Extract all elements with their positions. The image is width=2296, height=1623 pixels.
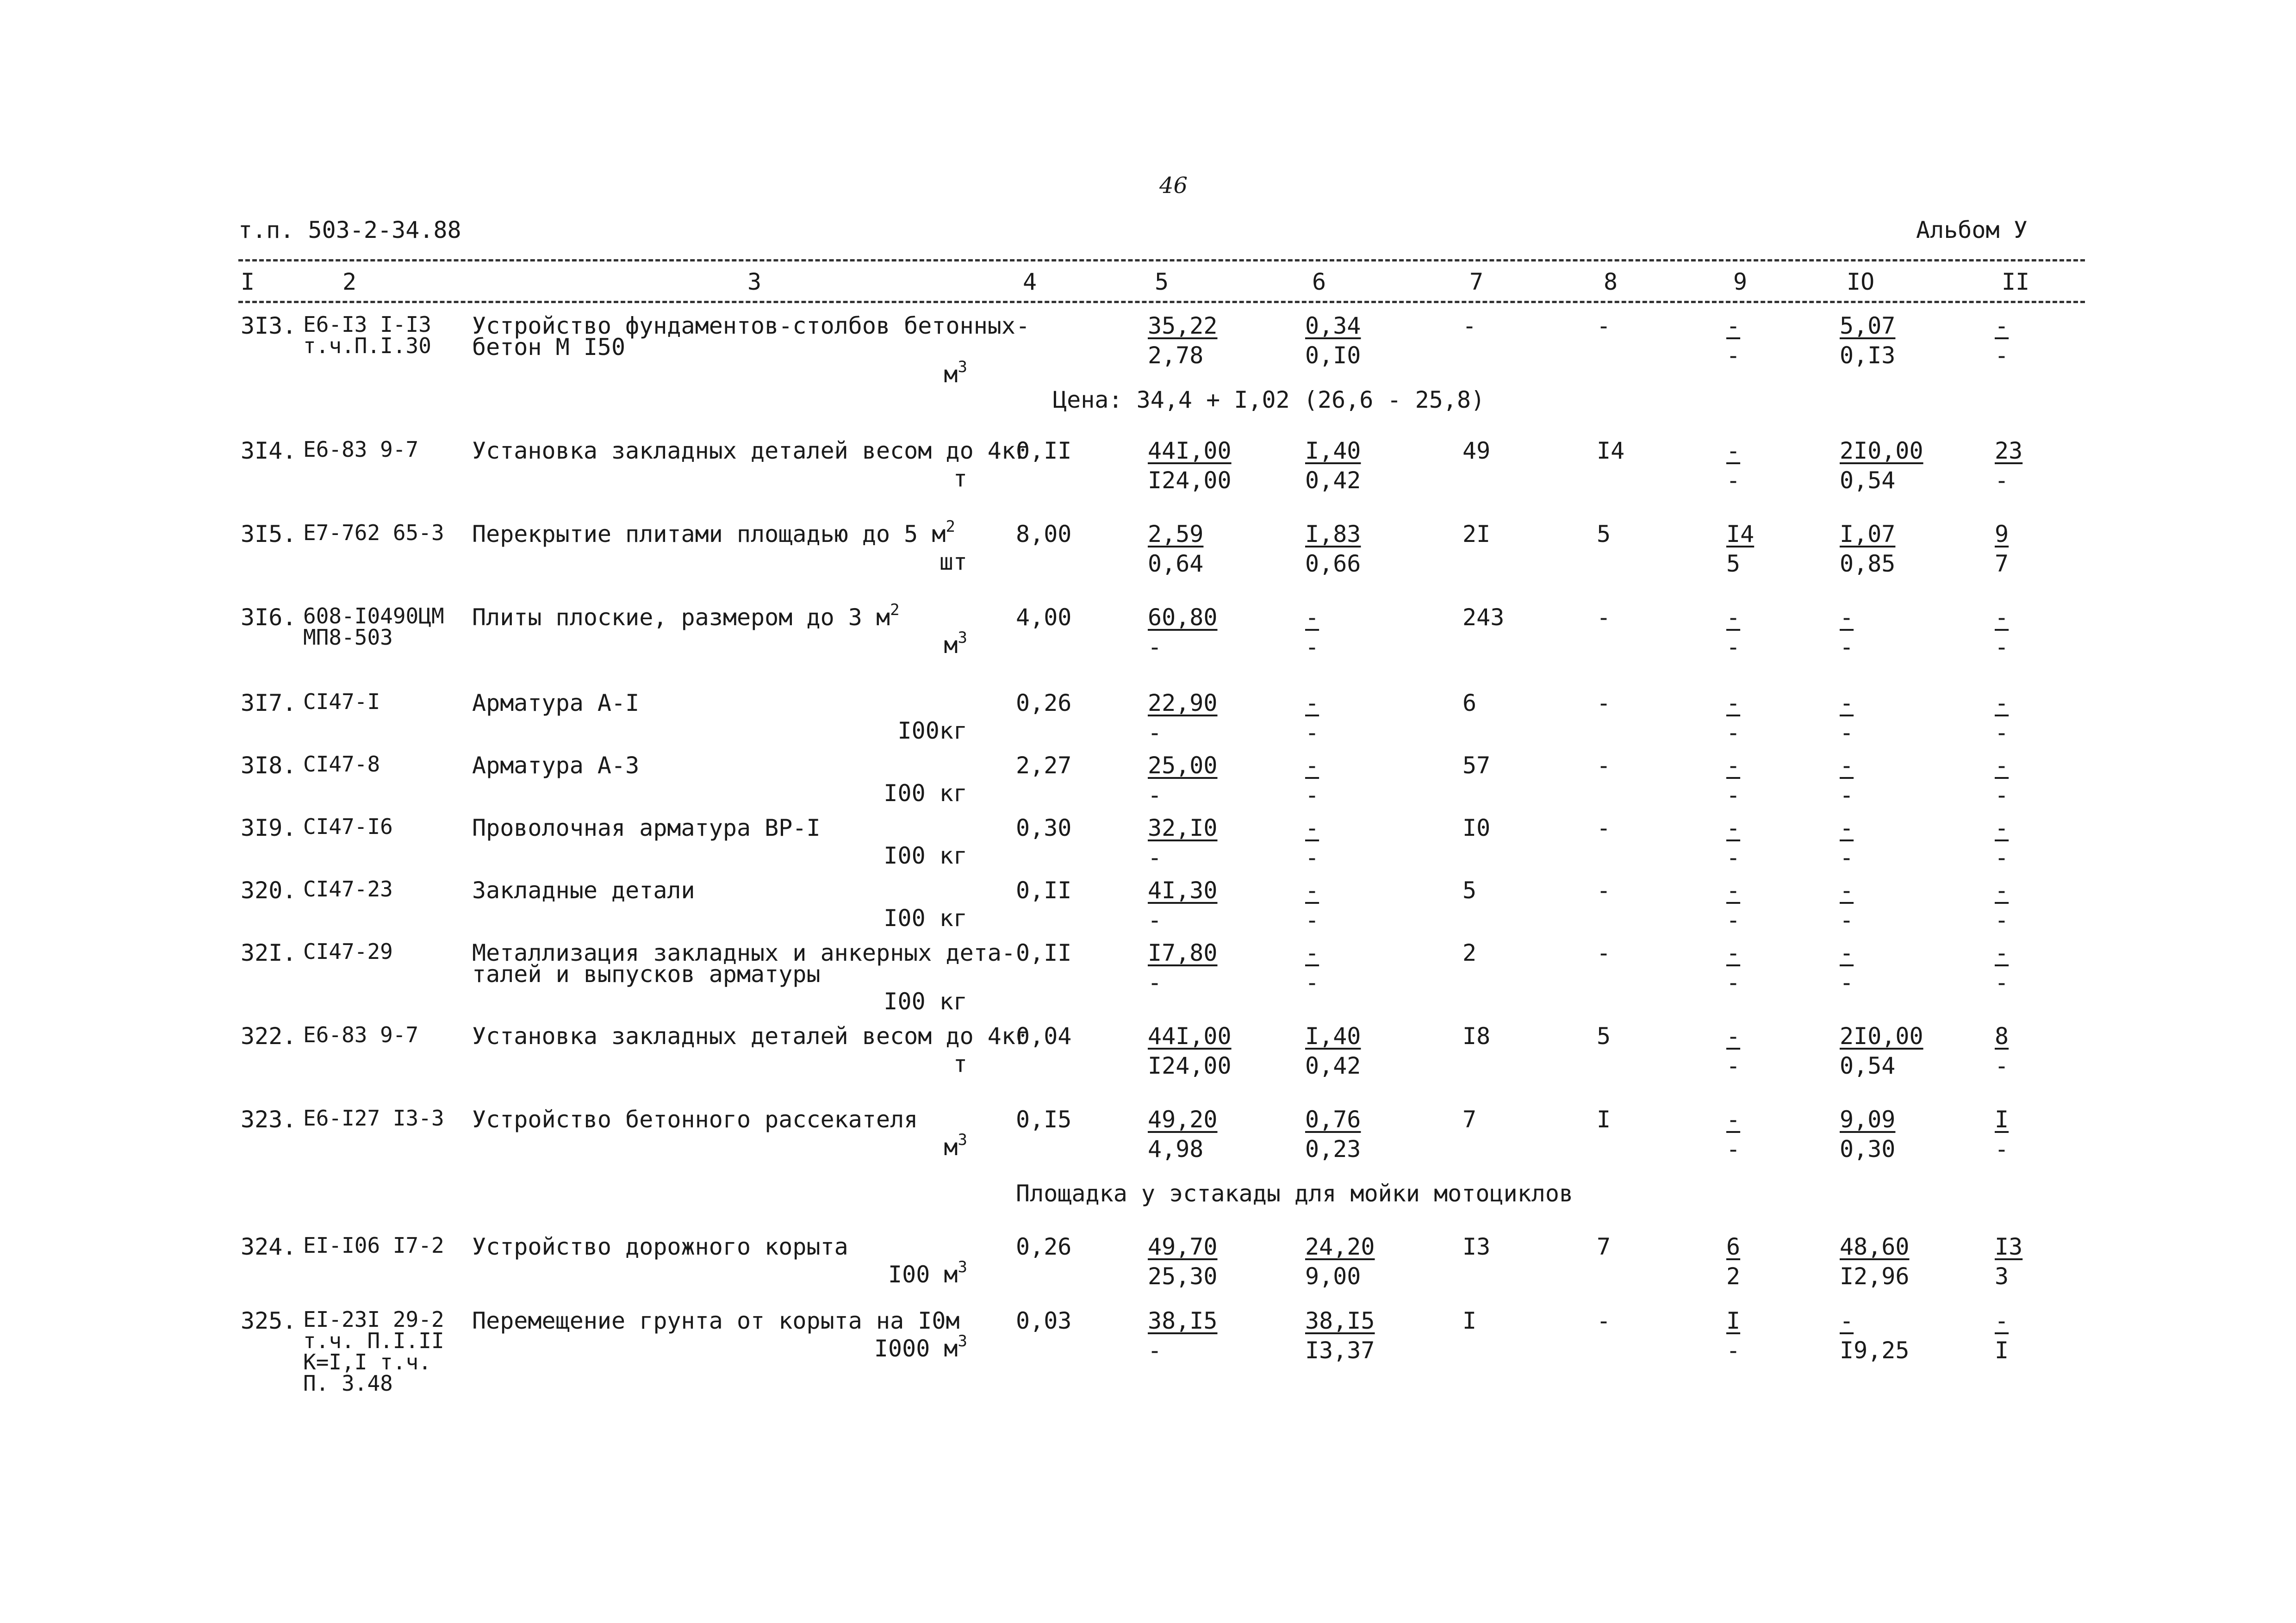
row-code: Е6-83 9-7 [303, 437, 419, 462]
cell-col8: I [1597, 1106, 1611, 1133]
cell-c6-top: - [1305, 604, 1319, 631]
row-number: 320. [241, 877, 297, 904]
row-unit [842, 628, 967, 659]
column-header-8: 8 [1604, 268, 1618, 295]
cell-c11-top: I3 [1995, 1233, 2023, 1260]
cell-col7: 6 [1462, 690, 1477, 716]
row-code: СI47-29 [303, 939, 393, 964]
cell-c9-bottom: 2 [1726, 1263, 1741, 1290]
cell-c5-top: 44I,00 [1148, 437, 1232, 464]
cell-c6-top: - [1305, 815, 1319, 841]
row-code: СI47-8 [303, 752, 380, 777]
unit-text: м [944, 1134, 958, 1161]
row-code: П. 3.48 [303, 1371, 393, 1396]
row-code: Е6-83 9-7 [303, 1022, 419, 1047]
cell-c11-top: - [1995, 939, 2009, 966]
cell-c6-bottom: - [1305, 844, 1319, 871]
cell-c10-bottom: - [1840, 782, 1854, 808]
row-code: СI47-I6 [303, 814, 393, 839]
cell-c11-top: I [1995, 1106, 2009, 1133]
row-unit [842, 1051, 967, 1077]
cell-c6-bottom: - [1305, 634, 1319, 660]
cell-col7: 57 [1462, 752, 1491, 779]
cell-c11-top: - [1995, 815, 2009, 841]
row-description: Устройство дорожного корыта [472, 1233, 848, 1260]
cell-c11-bottom: - [1995, 907, 2009, 933]
row-number: 3I5. [241, 521, 297, 547]
cell-c6-top: - [1305, 690, 1319, 716]
cell-c6-top: I,40 [1305, 1023, 1361, 1050]
cell-col7: I8 [1462, 1023, 1491, 1050]
cell-col7: 243 [1462, 604, 1505, 631]
row-unit [842, 905, 967, 932]
row-number: 323. [241, 1106, 297, 1133]
unit-text: I00 кг [884, 905, 967, 932]
cell-c11-bottom: - [1995, 969, 2009, 996]
cell-col8: 5 [1597, 521, 1611, 547]
cell-col8: - [1597, 1307, 1611, 1334]
cell-c11-top: - [1995, 690, 2009, 716]
cell-c6-top: I,83 [1305, 521, 1361, 547]
row-unit [842, 717, 967, 744]
row-description: Металлизация закладных и анкерных дета- [472, 939, 1015, 966]
cell-c10-bottom: 0,I3 [1840, 342, 1896, 369]
cell-col8: - [1597, 752, 1611, 779]
cell-c6-bottom: 0,66 [1305, 550, 1361, 577]
cell-c10-top: I,07 [1840, 521, 1896, 547]
cell-c5-bottom: - [1148, 719, 1162, 746]
cell-c11-bottom: - [1995, 1052, 2009, 1079]
cell-col7: 2 [1462, 939, 1477, 966]
cell-c6-bottom: 9,00 [1305, 1263, 1361, 1290]
cell-c9-bottom: - [1726, 844, 1741, 871]
row-description: Устройство фундаментов-столбов бетонных [472, 312, 1015, 339]
cell-c9-top: - [1726, 815, 1741, 841]
row-code: ЕI-23I 29-2 [303, 1307, 444, 1332]
cell-c6-top: 24,20 [1305, 1233, 1375, 1260]
column-header-4: 4 [1023, 268, 1037, 295]
cell-c5-top: 49,20 [1148, 1106, 1218, 1133]
unit-text: I00 кг [884, 988, 967, 1015]
cell-col4: 4,00 [1016, 604, 1072, 631]
cell-c11-bottom: - [1995, 342, 2009, 369]
cell-c5-bottom: - [1148, 1337, 1162, 1364]
cell-c5-bottom: 25,30 [1148, 1263, 1218, 1290]
unit-text: т [953, 1051, 967, 1077]
column-header-6: 6 [1312, 268, 1326, 295]
cell-col7: 7 [1462, 1106, 1477, 1133]
cell-c5-top: 4I,30 [1148, 877, 1218, 904]
cell-c11-bottom: - [1995, 719, 2009, 746]
cell-col4: 2,27 [1016, 752, 1072, 779]
cell-c10-bottom: I2,96 [1840, 1263, 1910, 1290]
cell-col8: 7 [1597, 1233, 1611, 1260]
superscript: 3 [958, 358, 967, 376]
cell-col4: 0,04 [1016, 1023, 1072, 1050]
cell-c10-bottom: - [1840, 634, 1854, 660]
cell-c10-top: 9,09 [1840, 1106, 1896, 1133]
cell-c11-top: 9 [1995, 521, 2009, 547]
cell-c9-top: 6 [1726, 1233, 1741, 1260]
cell-c5-bottom: - [1148, 634, 1162, 660]
section-title: Площадка у эстакады для мойки мотоциклов [1016, 1180, 1574, 1207]
cell-c10-top: - [1840, 877, 1854, 904]
cell-c10-bottom: - [1840, 907, 1854, 933]
cell-col4: 0,I5 [1016, 1106, 1072, 1133]
cell-c6-top: - [1305, 752, 1319, 779]
cell-c11-top: - [1995, 752, 2009, 779]
cell-c9-bottom: - [1726, 634, 1741, 660]
cell-c10-top: - [1840, 604, 1854, 631]
cell-c9-bottom: - [1726, 1052, 1741, 1079]
cell-col7: 5 [1462, 877, 1477, 904]
cell-c6-bottom: - [1305, 907, 1319, 933]
cell-c5-bottom: - [1148, 907, 1162, 933]
row-code: СI47-I [303, 689, 380, 714]
cell-c10-top: - [1840, 815, 1854, 841]
cell-c11-bottom: 7 [1995, 550, 2009, 577]
unit-text: I00кг [897, 717, 967, 744]
cell-col7: I [1462, 1307, 1477, 1334]
cell-c5-top: 49,70 [1148, 1233, 1218, 1260]
row-description: Установка закладных деталей весом до 4кг [472, 1023, 1030, 1050]
row-description: Закладные детали [472, 877, 695, 904]
cell-c11-bottom: I [1995, 1337, 2009, 1364]
cell-c6-top: - [1305, 877, 1319, 904]
unit-text: т [953, 465, 967, 492]
superscript: 3 [958, 1332, 967, 1350]
cell-c5-top: 38,I5 [1148, 1307, 1218, 1334]
unit-text: I00 кг [884, 842, 967, 869]
cell-c9-top: I [1726, 1307, 1741, 1334]
cell-c5-bottom: I24,00 [1148, 467, 1232, 494]
cell-c10-top: 5,07 [1840, 312, 1896, 339]
column-header-10: IO [1847, 268, 1875, 295]
column-header-7: 7 [1469, 268, 1484, 295]
row-code: МП8-503 [303, 625, 393, 650]
superscript: 3 [958, 1258, 967, 1276]
cell-c6-bottom: - [1305, 969, 1319, 996]
cell-c9-top: - [1726, 604, 1741, 631]
cell-c11-bottom: 3 [1995, 1263, 2009, 1290]
cell-c10-top: - [1840, 752, 1854, 779]
cell-c10-bottom: - [1840, 844, 1854, 871]
row-unit [842, 1258, 967, 1288]
row-number: 3I4. [241, 437, 297, 464]
cell-c5-top: 22,90 [1148, 690, 1218, 716]
cell-c6-bottom: - [1305, 719, 1319, 746]
cell-c6-top: 0,34 [1305, 312, 1361, 339]
cell-c9-bottom: - [1726, 907, 1741, 933]
cell-col4: 0,II [1016, 877, 1072, 904]
cell-c5-top: 60,80 [1148, 604, 1218, 631]
cell-c10-top: - [1840, 690, 1854, 716]
cell-c9-bottom: - [1726, 782, 1741, 808]
cell-c9-bottom: - [1726, 467, 1741, 494]
cell-c10-top: - [1840, 939, 1854, 966]
album-label: Альбом У [1916, 217, 2028, 243]
price-note: Цена: 34,4 + I,02 (26,6 - 25,8) [1053, 386, 1485, 413]
cell-col4: 0,II [1016, 437, 1072, 464]
row-number: 324. [241, 1233, 297, 1260]
cell-c5-top: 32,I0 [1148, 815, 1218, 841]
cell-c9-top: I4 [1726, 521, 1755, 547]
row-number: 3I9. [241, 815, 297, 841]
cell-c10-bottom: 0,54 [1840, 467, 1896, 494]
row-description: Плиты плоские, размером до 3 $м^2$ [472, 601, 900, 631]
row-description: Проволочная арматура ВР-I [472, 815, 821, 841]
superscript: 3 [958, 1131, 967, 1149]
row-code: СI47-23 [303, 877, 393, 902]
cell-col8: 5 [1597, 1023, 1611, 1050]
cell-col8: - [1597, 312, 1611, 339]
cell-col7: I3 [1462, 1233, 1491, 1260]
cell-c11-top: - [1995, 312, 2009, 339]
superscript: 3 [958, 628, 967, 647]
cell-c9-top: - [1726, 752, 1741, 779]
cell-col7: 2I [1462, 521, 1491, 547]
cell-c6-bottom: 0,42 [1305, 1052, 1361, 1079]
row-description: бетон М I50 [472, 334, 626, 361]
cell-c6-bottom: 0,42 [1305, 467, 1361, 494]
row-unit [842, 988, 967, 1015]
row-unit [842, 465, 967, 492]
cell-c5-top: 25,00 [1148, 752, 1218, 779]
cell-c9-bottom: - [1726, 1337, 1741, 1364]
cell-c6-top: - [1305, 939, 1319, 966]
cell-c10-bottom: - [1840, 719, 1854, 746]
row-unit [842, 842, 967, 869]
cell-c9-bottom: - [1726, 1136, 1741, 1163]
row-code: т.ч.П.I.30 [303, 333, 431, 358]
row-code: К=I,I т.ч. [303, 1349, 431, 1374]
unit-text: м [944, 632, 958, 659]
row-number: 3I6. [241, 604, 297, 631]
cell-c9-top: - [1726, 877, 1741, 904]
cell-c5-bottom: 0,64 [1148, 550, 1204, 577]
row-unit [842, 548, 967, 575]
row-number: 32I. [241, 939, 297, 966]
cell-c11-bottom: - [1995, 844, 2009, 871]
cell-c6-bottom: - [1305, 782, 1319, 808]
cell-col7: 49 [1462, 437, 1491, 464]
cell-c11-bottom: - [1995, 467, 2009, 494]
header-rule-bottom [238, 301, 2085, 303]
row-unit [842, 780, 967, 807]
cell-c11-bottom: - [1995, 634, 2009, 660]
row-description: Установка закладных деталей весом до 4кг [472, 437, 1030, 464]
cell-c6-bottom: I3,37 [1305, 1337, 1375, 1364]
row-unit [842, 1131, 967, 1161]
cell-c11-top: 23 [1995, 437, 2023, 464]
superscript: 2 [946, 517, 955, 536]
cell-c6-top: I,40 [1305, 437, 1361, 464]
column-header-5: 5 [1155, 268, 1169, 295]
cell-c10-bottom: 0,30 [1840, 1136, 1896, 1163]
unit-text: I00 м [888, 1261, 958, 1288]
row-code: т.ч. П.I.II [303, 1328, 444, 1353]
row-description: Арматура А-3 [472, 752, 640, 779]
row-unit [842, 358, 967, 388]
cell-c9-bottom: - [1726, 719, 1741, 746]
cell-c5-bottom: I24,00 [1148, 1052, 1232, 1079]
row-number: 3I3. [241, 312, 297, 339]
cell-c11-top: - [1995, 1307, 2009, 1334]
cell-c10-bottom: 0,54 [1840, 1052, 1896, 1079]
cell-c9-top: - [1726, 1023, 1741, 1050]
row-number: 3I8. [241, 752, 297, 779]
cell-c10-bottom: 0,85 [1840, 550, 1896, 577]
cell-c11-top: 8 [1995, 1023, 2009, 1050]
cell-c9-bottom: - [1726, 342, 1741, 369]
row-description: Перекрытие плитами площадью до 5 $м^2$ [472, 517, 955, 547]
cell-c6-bottom: 0,23 [1305, 1136, 1361, 1163]
cell-c5-top: 2,59 [1148, 521, 1204, 547]
cell-col7: - [1462, 312, 1477, 339]
cell-col8: - [1597, 815, 1611, 841]
cell-c11-top: - [1995, 604, 2009, 631]
cell-c9-top: - [1726, 939, 1741, 966]
column-header-11: II [2002, 268, 2030, 295]
cell-c9-top: - [1726, 312, 1741, 339]
cell-c5-bottom: - [1148, 782, 1162, 808]
row-code: Е6-I27 I3-3 [303, 1106, 444, 1131]
row-description: Устройство бетонного рассекателя [472, 1106, 918, 1133]
row-code: Е6-I3 I-I3 [303, 312, 431, 337]
cell-c9-top: - [1726, 1106, 1741, 1133]
cell-c10-top: 2I0,00 [1840, 437, 1923, 464]
row-code: 608-I0490ЦМ [303, 603, 444, 628]
row-code: Е7-762 65-3 [303, 520, 444, 545]
cell-c9-top: - [1726, 690, 1741, 716]
cell-c5-bottom: 2,78 [1148, 342, 1204, 369]
superscript: 2 [890, 601, 900, 619]
cell-c5-bottom: 4,98 [1148, 1136, 1204, 1163]
row-description: Арматура А-I [472, 690, 640, 716]
row-description: талей и выпусков арматуры [472, 961, 821, 988]
unit-text: I00 кг [884, 780, 967, 807]
cell-col8: - [1597, 690, 1611, 716]
cell-c9-bottom: 5 [1726, 550, 1741, 577]
cell-c11-bottom: - [1995, 1136, 2009, 1163]
row-number: 3I7. [241, 690, 297, 716]
row-number: 322. [241, 1023, 297, 1050]
row-description: Перемещение грунта от корыта на I0м [472, 1307, 960, 1334]
cell-c5-bottom: - [1148, 969, 1162, 996]
cell-col4: 0,26 [1016, 1233, 1072, 1260]
cell-c6-top: 38,I5 [1305, 1307, 1375, 1334]
cell-c10-bottom: I9,25 [1840, 1337, 1910, 1364]
cell-c10-top: 48,60 [1840, 1233, 1910, 1260]
unit-text: I000 м [874, 1335, 958, 1362]
column-header-2: 2 [342, 268, 357, 295]
cell-col8: I4 [1597, 437, 1625, 464]
cell-c5-bottom: - [1148, 844, 1162, 871]
cell-col4: 0,03 [1016, 1307, 1072, 1334]
page-number: 46 [1159, 173, 1188, 199]
cell-col8: - [1597, 939, 1611, 966]
cell-col8: - [1597, 877, 1611, 904]
cell-c5-top: 44I,00 [1148, 1023, 1232, 1050]
project-code: т.п. 503-2-34.88 [238, 217, 461, 243]
unit-text: м [944, 361, 958, 388]
header-rule-top [238, 259, 2085, 261]
column-header-1: I [241, 268, 255, 295]
cell-c9-bottom: - [1726, 969, 1741, 996]
row-number: 325. [241, 1307, 297, 1334]
row-code: ЕI-I06 I7-2 [303, 1233, 444, 1258]
cell-col4: 0,II [1016, 939, 1072, 966]
cell-c11-top: - [1995, 877, 2009, 904]
cell-c10-bottom: - [1840, 969, 1854, 996]
cell-c9-top: - [1726, 437, 1741, 464]
cell-c5-top: I7,80 [1148, 939, 1218, 966]
cell-c6-bottom: 0,I0 [1305, 342, 1361, 369]
cell-col4: 8,00 [1016, 521, 1072, 547]
row-unit [842, 1332, 967, 1362]
cell-col4: - [1016, 312, 1030, 339]
cell-col4: 0,26 [1016, 690, 1072, 716]
cell-c10-top: - [1840, 1307, 1854, 1334]
cell-col8: - [1597, 604, 1611, 631]
cell-c6-top: 0,76 [1305, 1106, 1361, 1133]
cell-col4: 0,30 [1016, 815, 1072, 841]
column-header-9: 9 [1733, 268, 1748, 295]
cell-col7: I0 [1462, 815, 1491, 841]
cell-c5-top: 35,22 [1148, 312, 1218, 339]
unit-text: шт [939, 548, 967, 575]
cell-c11-bottom: - [1995, 782, 2009, 808]
cell-c10-top: 2I0,00 [1840, 1023, 1923, 1050]
column-header-3: 3 [747, 268, 762, 295]
